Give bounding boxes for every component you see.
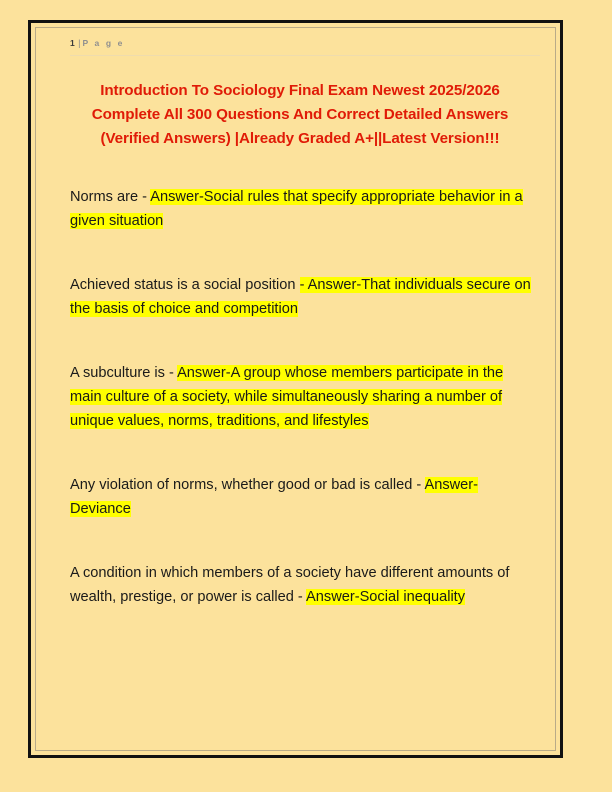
qa-question-lead: Achieved status is a social position [70,277,300,293]
qa-answer-highlight: Answer-Social rules that specify appropriate behavior in a given situation [70,189,523,229]
qa-answer-highlight: - Answer-That individuals secure on the basis of choice and competition [70,277,531,317]
header-separator: | [78,38,81,48]
header-divider [70,55,540,56]
qa-question-lead: Any violation of norms, whether good or bad is called - [70,477,425,493]
qa-list [70,185,540,609]
qa-answer-highlight: Answer-Deviance [70,477,479,517]
qa-question-lead: Norms are - [70,189,151,205]
qa-block-norms [70,185,532,233]
qa-answer-highlight: Answer-Social inequality [306,589,466,605]
qa-block-achieved-status [70,273,532,321]
qa-block-subculture [70,361,532,433]
qa-answer-highlight: Answer-A group whose members participate in the main culture of a society, while simultaneously sharing a number of unique values, norms, traditions, and lifestyles [70,365,504,429]
document-title: Introduction To Sociology Final Exam Newest 2025/2026 Complete All 300 Questions And Correct Detailed Answers (Verified Answers) |Already Graded A+||Latest Version!!! [91,82,509,147]
header-page-number: 1 [70,38,76,48]
qa-question-lead: A condition in which members of a society have different amounts of wealth, prestige, or power is called - [70,565,510,605]
qa-block-deviance [70,473,532,521]
qa-block-social-inequality [70,561,532,609]
page-header [70,33,540,51]
qa-question-lead: A subculture is - [70,365,178,381]
page-content [70,33,540,609]
header-page-label: P a g e [82,38,125,48]
